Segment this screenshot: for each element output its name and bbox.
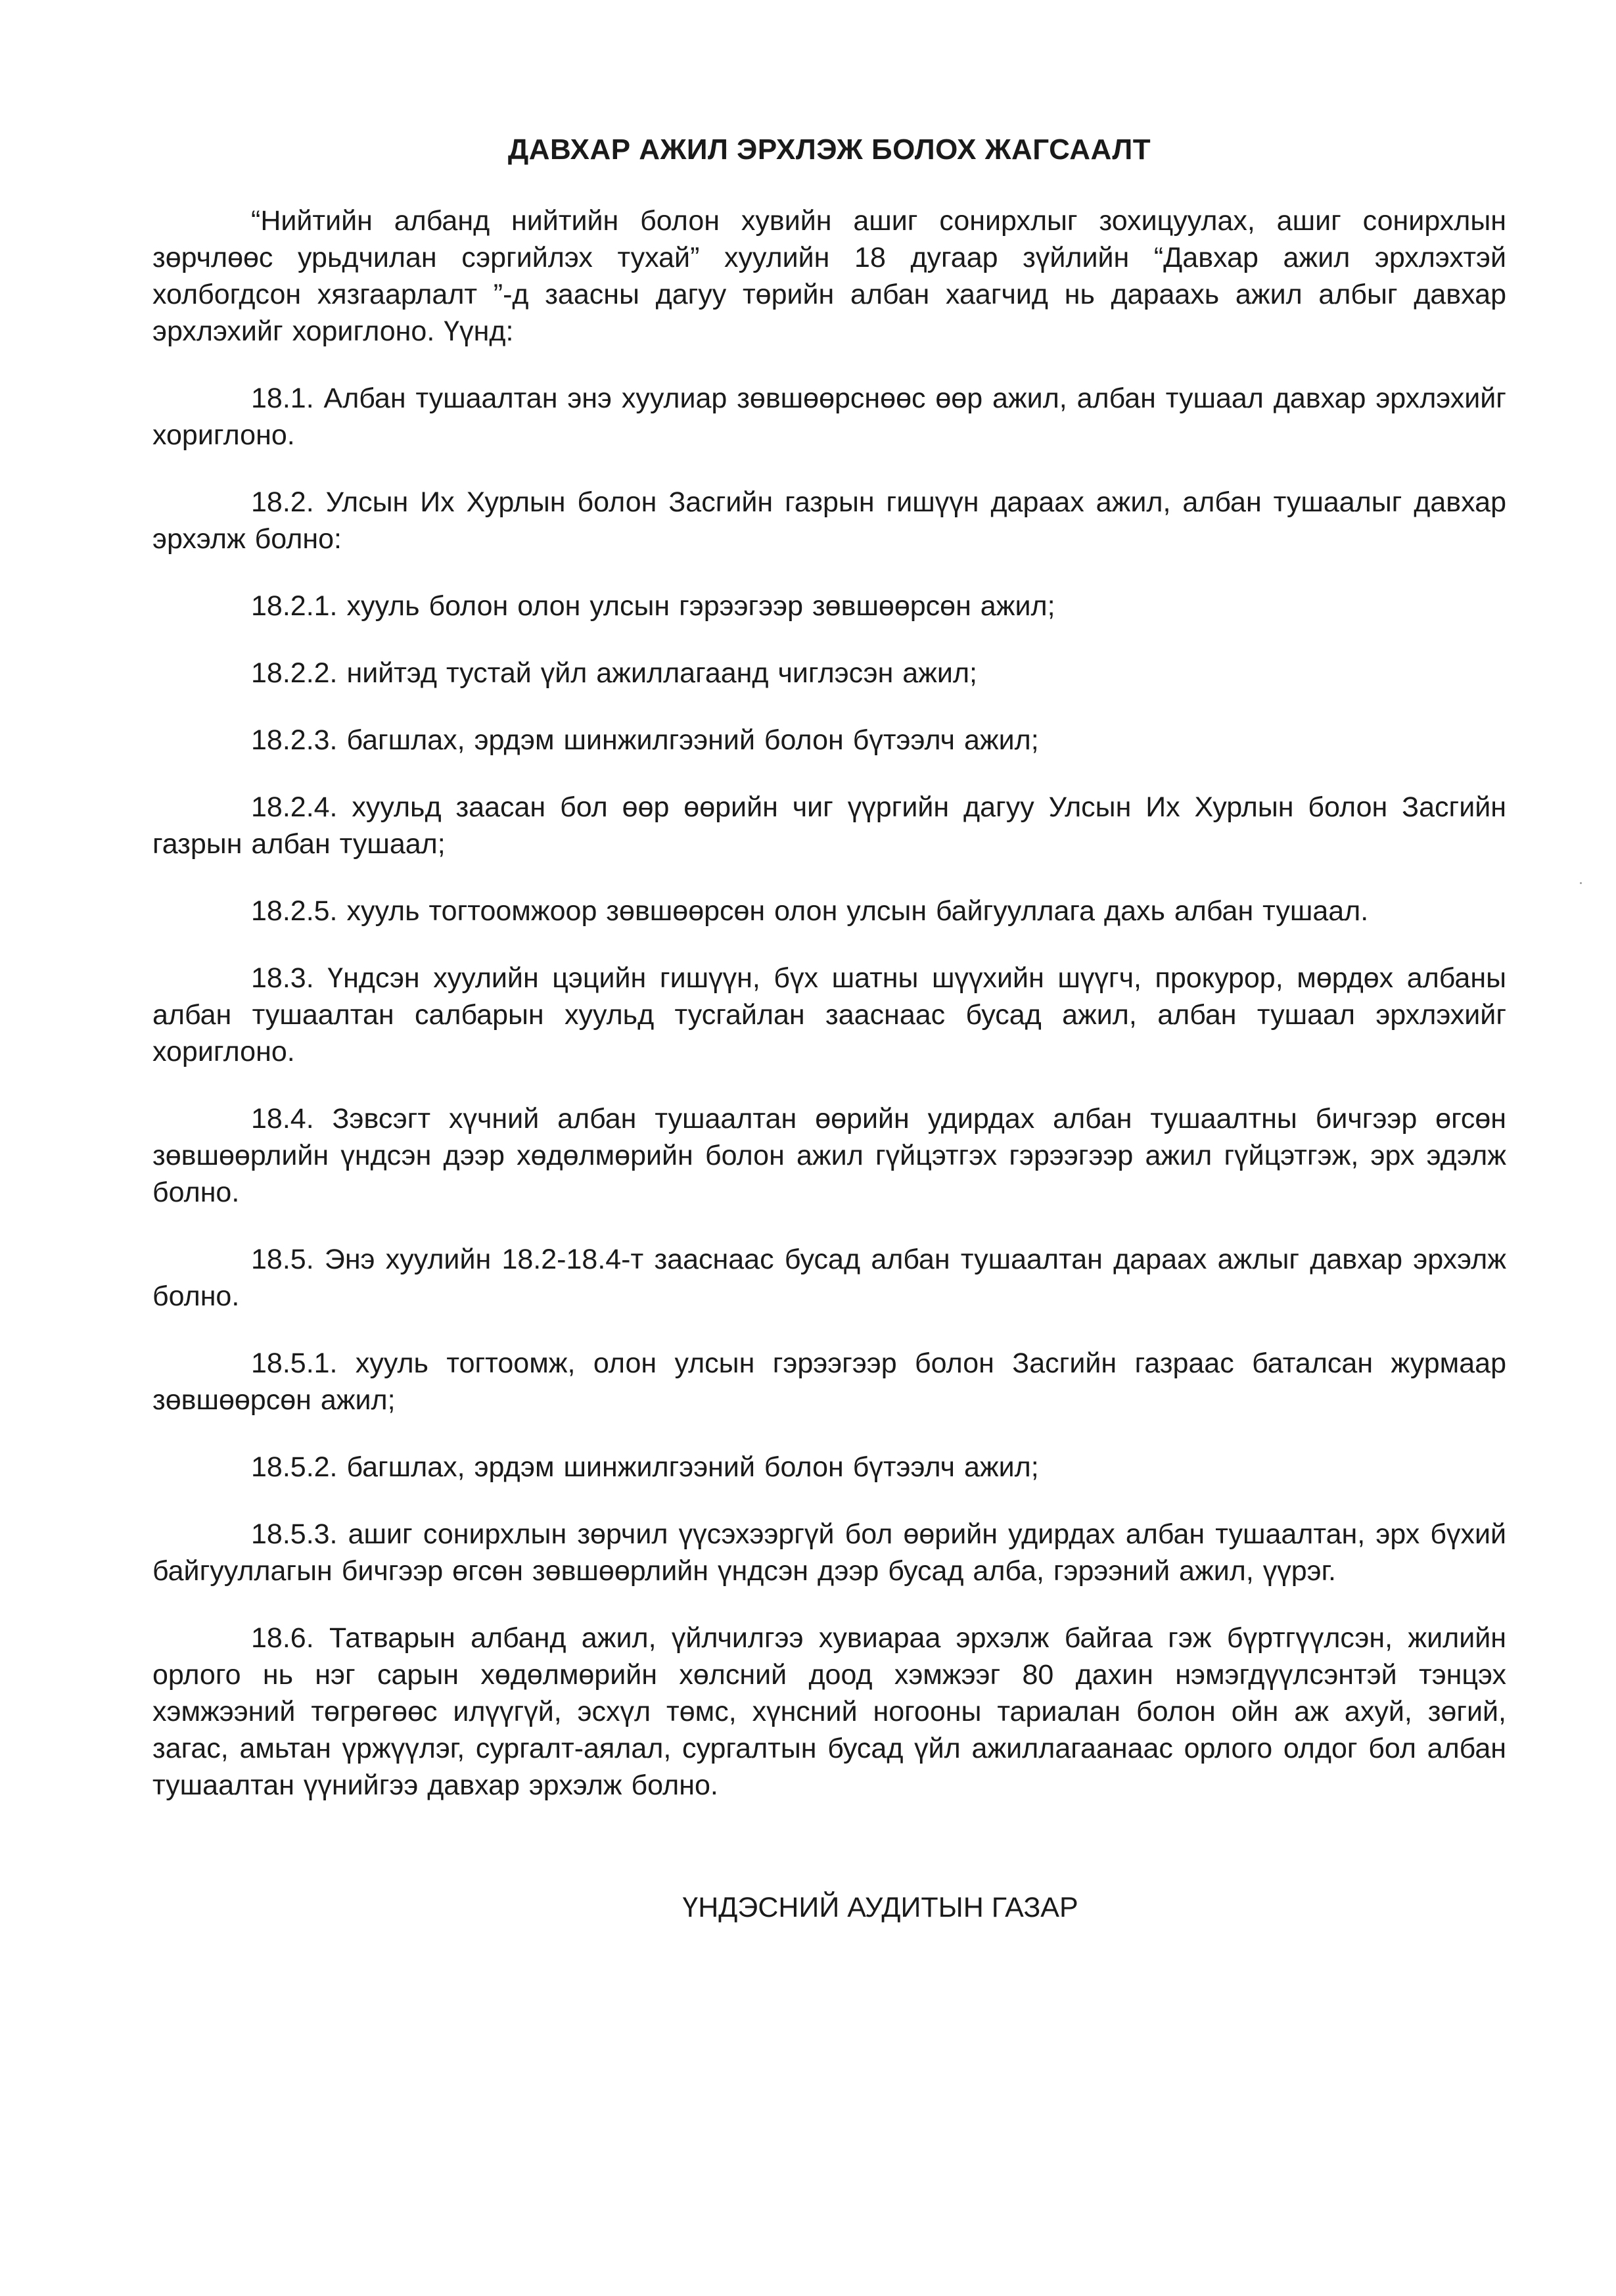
document-body xyxy=(152,131,1506,1834)
clause-18-2-4: 18.2.4. хуульд заасан бол өөр өөрийн чиг үүргийн дагуу Улсын Их Хурлын болон Засгийн газрын албан тушаал; xyxy=(152,791,1506,860)
clause-18-2-5: 18.2.5. хууль тогтоомжоор зөвшөөрсөн олон улсын байгууллага дахь албан тушаал. xyxy=(251,895,1369,927)
clause-18-2-1: 18.2.1. хууль болон олон улсын гэрээгээр зөвшөөрсөн ажил; xyxy=(251,590,1055,622)
clause-18-4: 18.4. Зэвсэгт хүчний албан тушаалтан өөрийн удирдах албан тушаалтны бичгээр өгсөн зөвшөөрлийн үндсэн дээр хөдөлмөрийн болон ажил гүйцэтгэх гэрээгээр ажил гүйцэтгэж, эрх эдэлж болно. xyxy=(152,1103,1506,1208)
issuer-signature-line: ҮНДЭСНИЙ АУДИТЫН ГАЗАР xyxy=(682,1892,1078,1923)
clause-18-2-3: 18.2.3. багшлах, эрдэм шинжилгээний болон бүтээлч ажил; xyxy=(251,724,1039,756)
intro-paragraph: “Нийтийн албанд нийтийн болон хувийн ашиг сонирхлыг зохицуулах, ашиг сонирхлын зөрчлөөс урьдчилан сэргийлэх тухай” хуулийн 18 дугаар зүйлийн “Давхар ажил эрхлэхтэй холбогдсон хязгаарлалт ”-д заасны дагуу төрийн албан хаагчид нь дараахь ажил албыг давхар эрхлэхийг хориглоно. Үүнд: xyxy=(152,205,1506,347)
clause-18-2: 18.2. Улсын Их Хурлын болон Засгийн газрын гишүүн дараах ажил, албан тушаалыг давхар эрхэлж болно: xyxy=(152,486,1506,555)
clause-18-3: 18.3. Үндсэн хуулийн цэцийн гишүүн, бүх шатны шүүхийн шүүгч, прокурор, мөрдөх албаны албан тушаалтан салбарын хуульд тусгайлан зааснаас бусад ажил, албан тушаал эрхлэхийг хориглоно. xyxy=(152,962,1506,1067)
clause-18-5-1: 18.5.1. хууль тогтоомж, олон улсын гэрээгээр болон Засгийн газраас баталсан журмаар зөвшөөрсөн ажил; xyxy=(152,1347,1506,1416)
clause-18-2-2: 18.2.2. нийтэд тустай үйл ажиллагаанд чиглэсэн ажил; xyxy=(251,657,977,689)
clause-18-6: 18.6. Татварын албанд ажил, үйлчилгээ хувиараа эрхэлж байгаа гэж бүртгүүлсэн, жилийн орлого нь нэг сарын хөдөлмөрийн хөлсний доод хэмжээг 80 дахин нэмэгдүүлсэнтэй тэнцэх хэмжээний төгрөгөөс илүүгүй, эсхүл төмс, хүнсний ногооны тариалан болон ойн аж ахуй, зөгий, загас, амьтан үржүүлэг, сургалт-аялал, сургалтын бусад үйл ажиллагаанаас орлого олдог бол албан тушаалтан үүнийгээ давхар эрхэлж болно. xyxy=(152,1622,1506,1801)
clause-18-1: 18.1. Албан тушаалтан энэ хуулиар зөвшөөрснөөс өөр ажил, албан тушаал давхар эрхлэхийг хориглоно. xyxy=(152,383,1506,451)
document-title: ДАВХАР АЖИЛ ЭРХЛЭЖ БОЛОХ ЖАГСААЛТ xyxy=(507,133,1151,166)
clause-18-5-3: 18.5.3. ашиг сонирхлын зөрчил үүсэхээргүй бол өөрийн удирдах албан тушаалтан, эрх бүхий байгууллагын бичгээр өгсөн зөвшөөрлийн үндсэн дээр бусад алба, гэрээний ажил, үүрэг. xyxy=(152,1518,1506,1587)
scan-speck xyxy=(1580,882,1582,884)
clause-18-5: 18.5. Энэ хуулийн 18.2-18.4-т зааснаас бусад албан тушаалтан дараах ажлыг давхар эрхэлж болно. xyxy=(152,1244,1506,1312)
clause-18-5-2: 18.5.2. багшлах, эрдэм шинжилгээний болон бүтээлч ажил; xyxy=(251,1451,1039,1483)
